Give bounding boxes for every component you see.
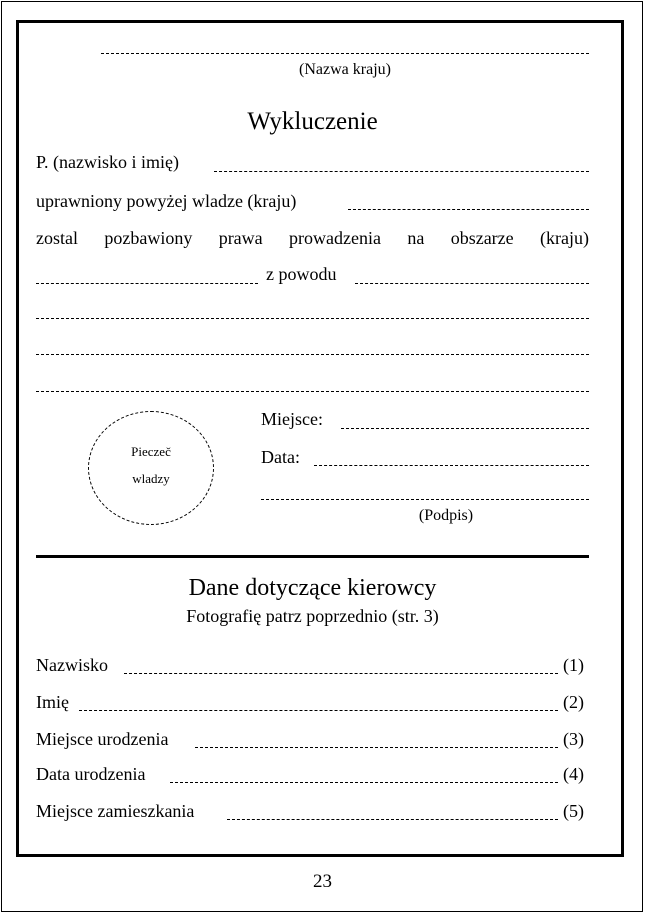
field-number-surname: (1) (563, 655, 584, 675)
field-number-first-name: (2) (563, 692, 584, 712)
field-label-birthdate: Data urodzenia (36, 764, 146, 784)
place-line[interactable] (341, 428, 589, 429)
field-label-residence: Miejsce zamieszkania (36, 801, 195, 821)
country-name-line (101, 53, 589, 54)
reason-line-4[interactable] (36, 391, 589, 392)
signature-caption: (Podpis) (418, 507, 474, 524)
country-caption: (Nazwa kraju) (299, 61, 391, 78)
page-number: 23 (313, 871, 332, 892)
section-divider (36, 555, 589, 558)
field-line-birthdate[interactable] (170, 782, 558, 783)
name-label: P. (nazwisko i imię) (36, 152, 179, 172)
field-number-birthplace: (3) (563, 729, 584, 749)
field-line-first-name[interactable] (79, 710, 558, 711)
field-number-birthdate: (4) (563, 764, 584, 784)
reason-line-2[interactable] (36, 318, 589, 319)
authority-stamp (88, 411, 214, 525)
field-label-first-name: Imię (36, 692, 69, 712)
field-line-surname[interactable] (124, 673, 558, 674)
reason-line-3[interactable] (36, 354, 589, 355)
authority-line[interactable] (348, 209, 589, 210)
field-line-birthplace[interactable] (195, 747, 558, 748)
date-line[interactable] (314, 465, 589, 466)
field-label-birthplace: Miejsce urodzenia (36, 729, 169, 749)
revocation-text: zostal pozbawiony prawa prowadzenia na obszarze (kraju) (36, 228, 589, 248)
stamp-text-2: wladzy (132, 471, 170, 486)
field-line-residence[interactable] (227, 819, 558, 820)
reason-line[interactable] (355, 283, 589, 284)
driver-section-subtitle: Fotografię patrz poprzednio (str. 3) (186, 606, 439, 626)
date-label: Data: (261, 447, 300, 467)
field-label-surname: Nazwisko (36, 655, 108, 675)
signature-line[interactable] (261, 499, 589, 500)
authority-label: uprawniony powyżej wladze (kraju) (36, 191, 297, 211)
reason-label: z powodu (266, 264, 337, 284)
driver-section-title: Dane dotyczące kierowcy (188, 575, 437, 601)
place-label: Miejsce: (261, 409, 323, 429)
form-title: Wykluczenie (247, 108, 378, 135)
country-area-line[interactable] (36, 283, 258, 284)
field-number-residence: (5) (563, 801, 584, 821)
stamp-text-1: Pieczeč (131, 444, 171, 459)
name-line[interactable] (214, 171, 589, 172)
